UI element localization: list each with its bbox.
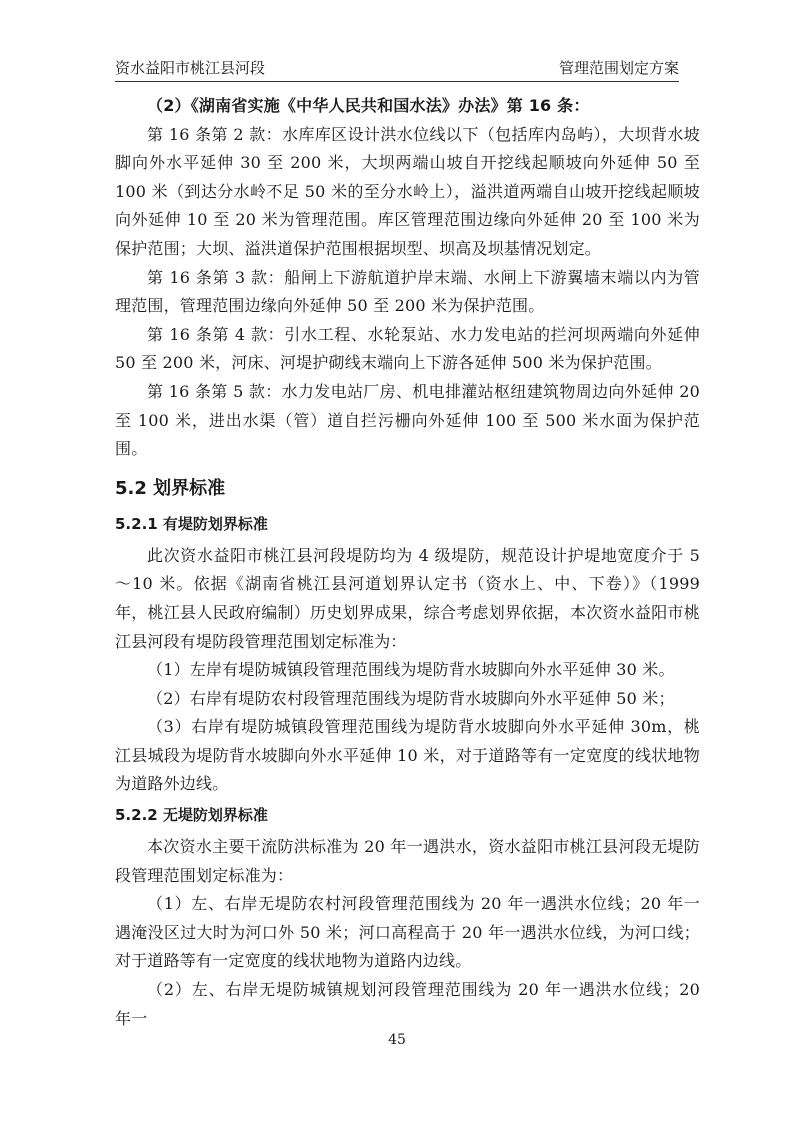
section-5-2-2-intro: 本次资水主要干流防洪标准为 20 年一遇洪水，资水益阳市桃江县河段无堤防段管理范围划定标准为： <box>115 837 700 885</box>
article-16-5: 第 16 条第 5 款：水力发电站厂房、机电排灌站枢纽建筑物周边向外延伸 20 至 100 米，进出水渠（管）道自拦污栅向外延伸 100 至 500 米水面为保护范围。 <box>115 381 700 459</box>
section-5-2-1-item-3: （3）右岸有堤防城镇段管理范围线为堤防背水坡脚向外水平延伸 30m，桃江县城段为堤防背水坡脚向外水平延伸 10 米，对于道路等有一定宽度的线状地物为道路外边线。 <box>115 717 700 794</box>
section-5-2-1-heading: 5.2.1 有堤防划界标准 <box>115 514 268 533</box>
page-header <box>115 54 679 82</box>
article-16-3: 第 16 条第 3 款：船闸上下游航道护岸末端、水闸上下游翼墙末端以内为管理范围，管理范围边缘向外延伸 50 至 200 米为保护范围。 <box>115 267 700 316</box>
header-left-title: 资水益阳市桃江县河段 <box>115 59 266 77</box>
article-16-4: 第 16 条第 4 款：引水工程、水轮泵站、水力发电站的拦河坝两端向外延伸 50 至 200 米，河床、河堤护砌线末端向上下游各延伸 500 米为保护范围。 <box>115 324 700 373</box>
section-5-2-1-item-1: （1）左岸有堤防城镇段管理范围线为堤防背水坡脚向外水平延伸 30 米。 <box>147 660 675 680</box>
law-title: （2）《湖南省实施《中华人民共和国水法》办法》第 16 条： <box>147 96 590 115</box>
section-5-2-2-item-2: （2）左、右岸无堤防城镇规划河段管理范围线为 20 年一遇洪水位线；20 年一 <box>115 980 700 1028</box>
section-5-2-2-item-1: （1）左、右岸无堤防农村河段管理范围线为 20 年一遇洪水位线；20 年一遇淹没区过大时为河口外 50 米；河口高程高于 20 年一遇洪水位线，为河口线；对于道路等有一定宽度的线状地物为道路内边线。 <box>115 894 700 971</box>
section-5-2-2-heading: 5.2.2 无堤防划界标准 <box>115 806 268 825</box>
page-content <box>115 92 700 1033</box>
section-5-2-1-intro: 此次资水益阳市桃江县河段堤防均为 4 级堤防，规范设计护堤地宽度介于 5～10 米。依据《湖南省桃江县河道划界认定书（资水上、中、下卷）》（1999 年，桃江县人民政府编制）历史划界成果，综合考虑划界依据，本次资水益阳市桃江县河段有堤防段管理范围划定标准为： <box>115 545 700 651</box>
article-16-2: 第 16 条第 2 款：水库库区设计洪水位线以下（包括库内岛屿），大坝背水坡脚向外水平延伸 30 至 200 米，大坝两端山坡自开挖线起顺坡向外延伸 50 至 100 米（到达分水岭不足 50 米的至分水岭上），溢洪道两端自山坡开挖线起顺坡向外延伸 10 至 20 米为管理范围。库区管理范围边缘向外延伸 20 至 100 米为保护范围；大坝、溢洪道保护范围根据坝型、坝高及坝基情况划定。 <box>115 124 700 258</box>
section-5-2-1-item-2: （2）右岸有堤防农村段管理范围线为堤防背水坡脚向外水平延伸 50 米； <box>147 688 675 708</box>
page-number: 45 <box>388 1032 406 1048</box>
section-5-2-heading: 5.2 划界标准 <box>115 477 226 499</box>
header-right-title: 管理范围划定方案 <box>558 59 679 77</box>
